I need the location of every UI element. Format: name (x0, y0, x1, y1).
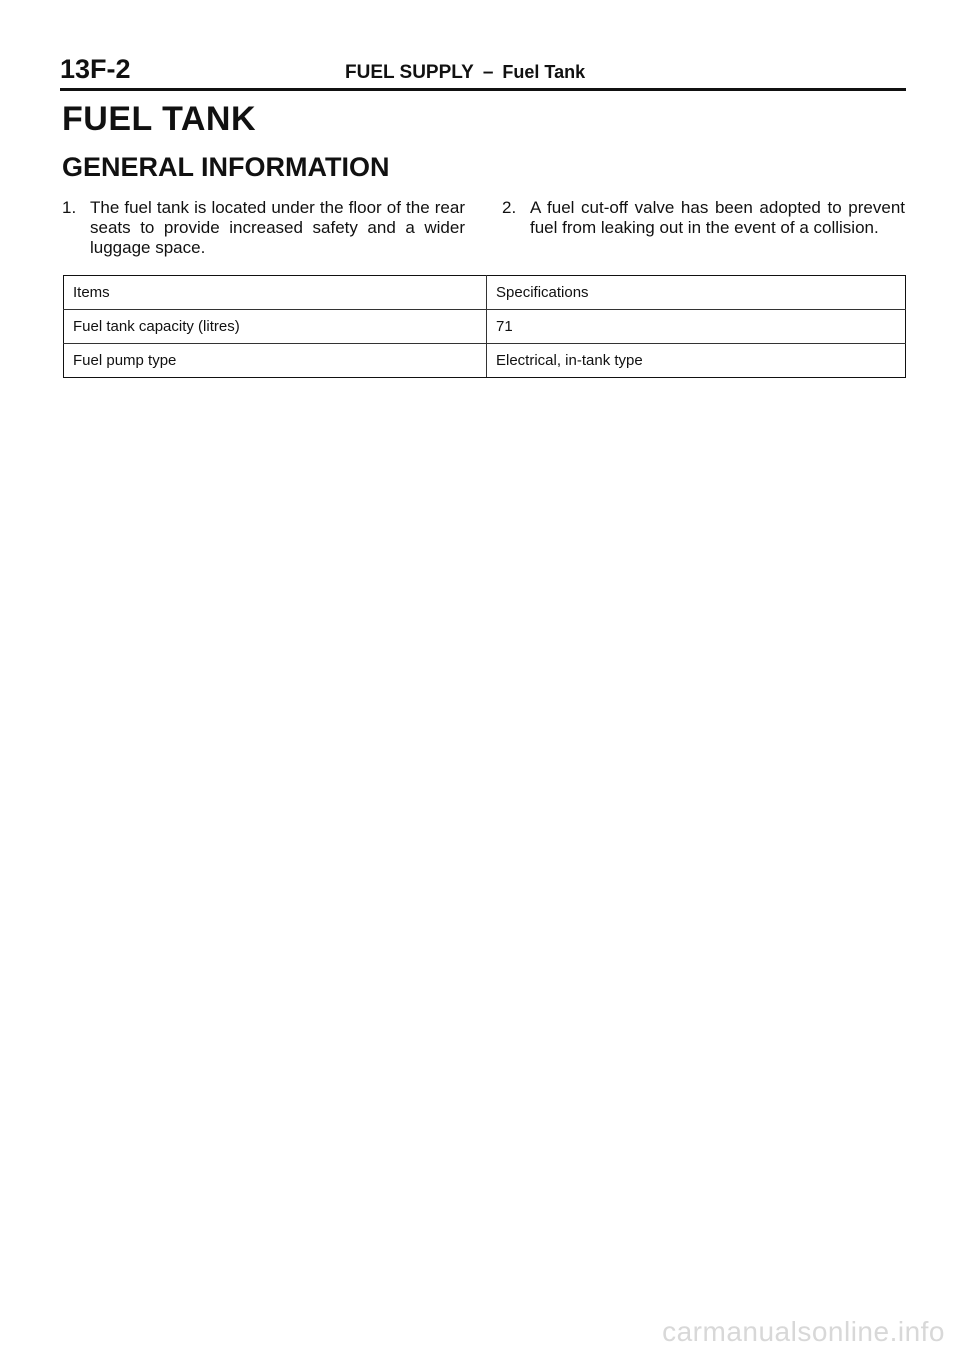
table-row (64, 310, 906, 344)
paragraph-number: 2. (502, 198, 517, 217)
subsection-title: GENERAL INFORMATION (62, 152, 390, 182)
watermark: carmanualsonline.info (662, 1316, 945, 1347)
info-paragraph-1 (62, 198, 465, 258)
running-title (345, 62, 585, 84)
table-header-specifications: Specifications (487, 276, 906, 310)
table-header-items: Items (64, 276, 487, 310)
running-title-section: FUEL SUPPLY (345, 62, 474, 83)
running-title-dash: – (482, 62, 494, 83)
page-header (60, 54, 906, 91)
table-cell-spec: 71 (487, 310, 906, 344)
section-title: FUEL TANK (62, 100, 257, 138)
table-cell-spec: Electrical, in-tank type (487, 344, 906, 378)
info-paragraph-2 (502, 198, 905, 238)
specifications-table (63, 275, 906, 378)
table-cell-item: Fuel pump type (64, 344, 487, 378)
table-cell-item: Fuel tank capacity (litres) (64, 310, 487, 344)
page-number: 13F-2 (60, 54, 131, 84)
paragraph-text: The fuel tank is located under the floor of the rear seats to provide increased safety and a wider luggage space. (90, 198, 465, 257)
paragraph-text: A fuel cut-off valve has been adopted to prevent fuel from leaking out in the event of a collision. (530, 198, 905, 237)
paragraph-number: 1. (62, 198, 77, 217)
table-row (64, 344, 906, 378)
table-header-row (64, 276, 906, 310)
running-title-subsection: Fuel Tank (502, 62, 586, 82)
